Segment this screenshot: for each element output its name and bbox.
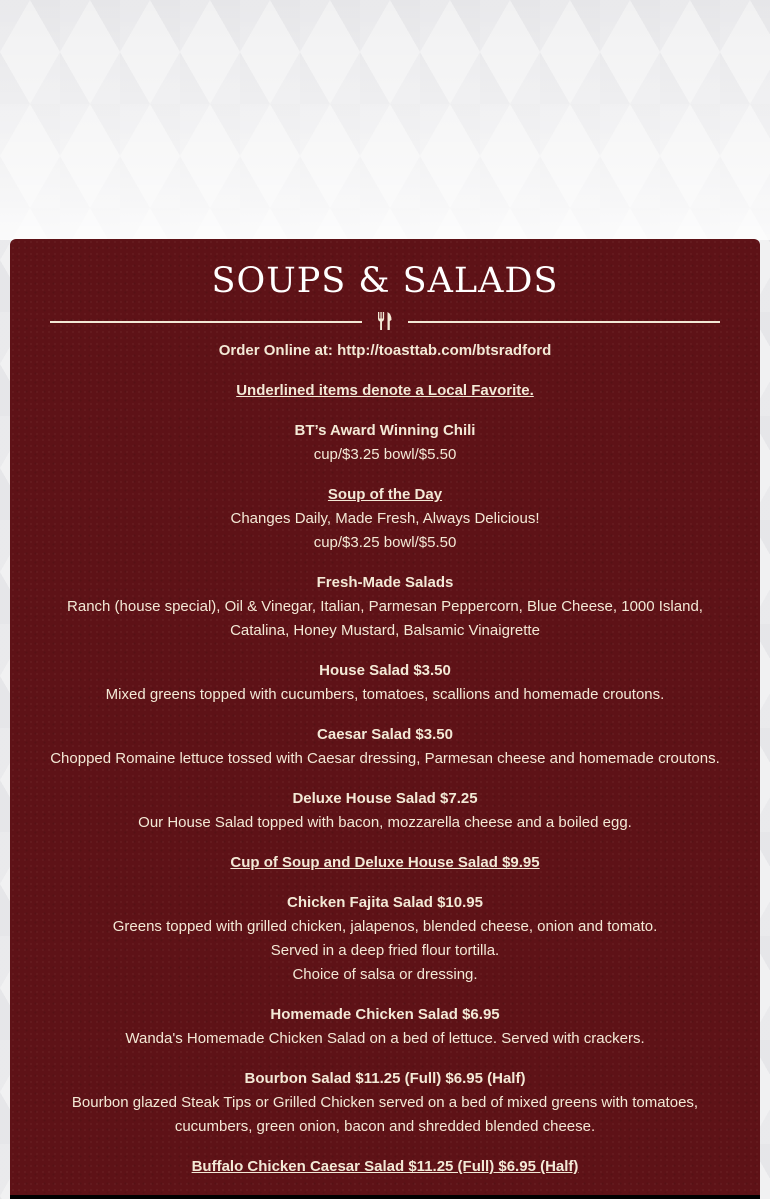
order-online-line: Order Online at: http://toasttab.com/btsradford [218,342,552,359]
menu-item [50,851,720,875]
menu-item-name: Cup of Soup and Deluxe House Salad $9.95 [230,854,540,871]
menu-item-name: Caesar Salad $3.50 [317,726,453,743]
menu-item-description: Our House Salad topped with bacon, mozzarella cheese and a boiled egg. [138,814,632,831]
divider-rule-left [50,321,362,323]
menu-item [50,483,720,555]
menu-item [50,723,720,771]
menu-item-name: Chicken Fajita Salad $10.95 [287,894,483,911]
menu-item-description: Greens topped with grilled chicken, jalapenos, blended cheese, onion and tomato. [112,918,658,935]
background-pattern [0,0,770,240]
menu-item-name: Deluxe House Salad $7.25 [292,790,478,807]
menu-item-name: Buffalo Chicken Caesar Salad $11.25 (Full) $6.95 (Half) [191,1158,579,1175]
local-favorite-note: Underlined items denote a Local Favorite. [236,382,534,399]
menu-section-panel [10,239,760,1199]
menu-item [50,571,720,643]
menu-item-description: cup/$3.25 bowl/$5.50 [313,534,457,551]
menu-item-name: Fresh-Made Salads [316,574,454,591]
menu-item [50,1003,720,1051]
menu-item-name: House Salad $3.50 [319,662,451,679]
menu-item-description: cup/$3.25 bowl/$5.50 [313,446,457,463]
menu-item [50,419,720,467]
section-divider [50,311,720,331]
menu-item-name: Soup of the Day [327,486,443,503]
section-title: SOUPS & SALADS [211,261,559,301]
menu-item [50,891,720,987]
menu-item-name: Homemade Chicken Salad $6.95 [270,1006,500,1023]
menu-item-description: Served in a deep fried flour tortilla. [270,942,500,959]
menu-items [50,419,720,1179]
menu-item-description: Wanda's Homemade Chicken Salad on a bed of lettuce. Served with crackers. [125,1030,645,1047]
menu-item-name: Bourbon Salad $11.25 (Full) $6.95 (Half) [244,1070,526,1087]
menu-item [50,659,720,707]
menu-item-description: Chopped Romaine lettuce tossed with Caesar dressing, Parmesan cheese and homemade croutons. [50,750,720,767]
menu-item-description: Bourbon glazed Steak Tips or Grilled Chicken served on a bed of mixed greens with tomatoes, cucumbers, green onion, bacon and shredded blended cheese. [71,1094,699,1135]
menu-item [50,787,720,835]
menu-item-description: Mixed greens topped with cucumbers, tomatoes, scallions and homemade croutons. [105,686,665,703]
menu-item-description: Ranch (house special), Oil & Vinegar, Italian, Parmesan Peppercorn, Blue Cheese, 1000 Island, Catalina, Honey Mustard, Balsamic Vinaigrette [67,598,703,639]
menu-item-description: Changes Daily, Made Fresh, Always Delicious! [230,510,540,527]
menu-item-description: Choice of salsa or dressing. [292,966,478,983]
menu-list [10,339,760,1179]
fork-knife-icon [374,311,396,331]
menu-item-name: BT’s Award Winning Chili [294,422,476,439]
menu-item [50,1155,720,1179]
menu-item [50,1067,720,1139]
divider-rule-right [408,321,720,323]
page-bottom-edge [10,1195,760,1199]
